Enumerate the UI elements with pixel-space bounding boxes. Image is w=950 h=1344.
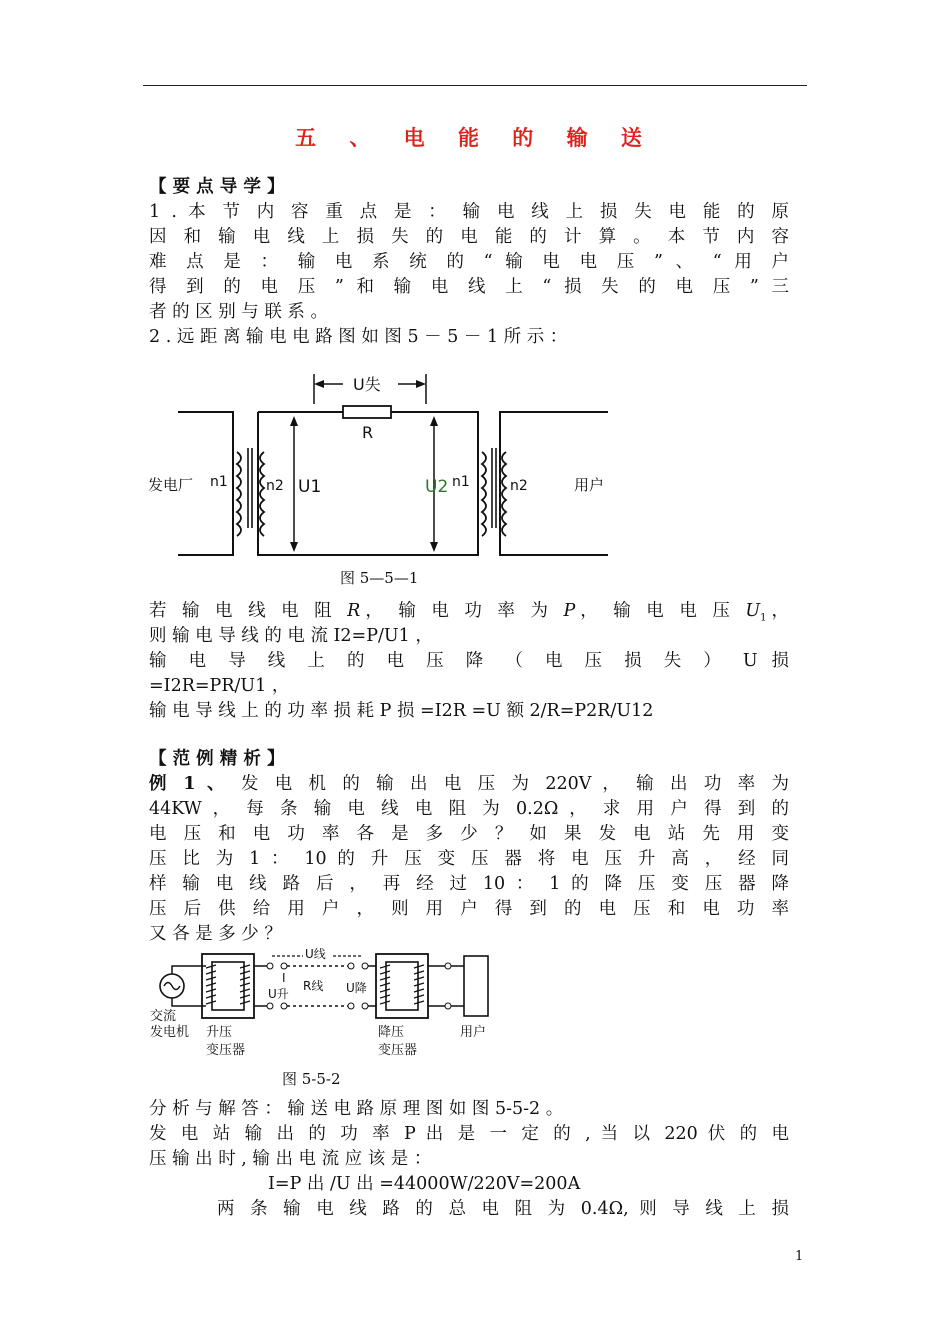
formula-text: 若 输 电 线 电 阻 bbox=[149, 601, 348, 621]
formula-text: ， 输 电 电 压 bbox=[575, 601, 746, 621]
formula-line5: 输 电 导 线 上 的 功 率 损 耗 P 损 =I2R =U 额 2/R=P2R/U12 bbox=[149, 701, 654, 721]
formula-text: ， 输 电 功 率 为 bbox=[360, 601, 564, 621]
example-text: 发 电 机 的 输 出 电 压 为 220V ， 输 出 功 率 为 bbox=[240, 774, 789, 794]
example-line3: 电 压 和 电 功 率 各 是 多 少 ？ 如 果 发 电 站 先 用 变 bbox=[149, 824, 789, 844]
para1-line5: 者 的 区 别 与 联 系 。 bbox=[149, 302, 328, 322]
symbol-u: U bbox=[745, 601, 761, 621]
generator-label: 发电机 bbox=[150, 1025, 190, 1040]
example-line4: 压 比 为 1 ： 10 的 升 压 变 压 器 将 电 压 升 高 ， 经 同 bbox=[149, 849, 789, 869]
subscript: 1 bbox=[760, 612, 767, 624]
header-rule bbox=[143, 85, 807, 86]
example-line5: 样 输 电 线 路 后 ， 再 经 过 10 ： 1 的 降 压 变 压 器 降 bbox=[149, 874, 789, 894]
formula-text: ， bbox=[766, 601, 789, 621]
formula-line3: 输 电 导 线 上 的 电 压 降 （ 电 压 损 失 ） U 损 bbox=[149, 651, 789, 671]
step-up-label-1: 升压 bbox=[206, 1025, 233, 1040]
para1-line4: 得 到 的 电 压 ” 和 输 电 线 上 “ 损 失 的 电 压 ” 三 bbox=[149, 277, 789, 297]
analysis-line4: I=P 出 /U 出 =44000W/220V=200A bbox=[268, 1174, 581, 1194]
formula-line1 bbox=[149, 600, 789, 622]
formula-line4: =I2R=PR/U1 ， bbox=[149, 676, 290, 696]
analysis-line3: 压 输 出 时 , 输 出 电 流 应 该 是 ： bbox=[149, 1149, 432, 1169]
formula-line2: 则 输 电 导 线 的 电 流 I2=P/U1 ， bbox=[149, 626, 433, 646]
figure-5-5-2 bbox=[148, 944, 498, 1094]
u2-label: U2 bbox=[425, 477, 449, 497]
analysis-line5: 两 条 输 电 线 路 的 总 电 阻 为 0.4Ω, 则 导 线 上 损 bbox=[217, 1199, 789, 1219]
step-down-label-1: 降压 bbox=[378, 1025, 405, 1040]
example-line1 bbox=[149, 773, 789, 795]
para2: 2 . 远 距 离 输 电 电 路 图 如 图 5 － 5 － 1 所 示 ： bbox=[149, 327, 568, 347]
para1-line1: 1 . 本 节 内 容 重 点 是 ： 输 电 线 上 损 失 电 能 的 原 bbox=[149, 202, 789, 222]
page-title: 五 、 电 能 的 输 送 bbox=[295, 125, 655, 150]
plant-label: 发电厂 bbox=[148, 476, 194, 494]
symbol-r: R bbox=[347, 601, 361, 621]
figure1-caption: 图 5—5—1 bbox=[340, 569, 419, 587]
ac-label: 交流 bbox=[150, 1009, 177, 1024]
example-line6: 压 后 供 给 用 户 ， 则 用 户 得 到 的 电 压 和 电 功 率 bbox=[149, 899, 789, 919]
para1-line3: 难 点 是 ： 输 电 系 统 的 “ 输 电 电 压 ” 、 “ 用 户 bbox=[149, 252, 789, 272]
u1-label: U1 bbox=[298, 477, 322, 497]
section-heading-key-points: 【 要 点 导 学 】 bbox=[149, 177, 285, 197]
u-down-label: U降 bbox=[346, 981, 367, 995]
example-line7: 又 各 是 多 少 ？ bbox=[149, 924, 282, 944]
figure2-caption: 图 5-5-2 bbox=[282, 1070, 341, 1088]
u-loss-label: U失 bbox=[353, 375, 381, 394]
example-label: 例 1 、 bbox=[149, 774, 230, 794]
para1-line2: 因 和 输 电 线 上 损 失 的 电 能 的 计 算 。 本 节 内 容 bbox=[149, 227, 789, 247]
u-line-label: U线 bbox=[305, 947, 326, 961]
section-heading-examples: 【 范 例 精 析 】 bbox=[149, 749, 285, 769]
analysis-line2: 发 电 站 输 出 的 功 率 P 出 是 一 定 的 , 当 以 220 伏 的 电 bbox=[149, 1124, 789, 1144]
n1-left-label: n1 bbox=[210, 474, 228, 490]
n2-left-label: n2 bbox=[266, 478, 284, 494]
page-number: 1 bbox=[795, 1249, 804, 1264]
u-up-label: U升 bbox=[268, 987, 289, 1001]
analysis-line1: 分 析 与 解 答 ： 输 送 电 路 原 理 图 如 图 5-5-2 。 bbox=[149, 1099, 564, 1119]
step-up-label-2: 变压器 bbox=[206, 1043, 246, 1058]
n1-right-label: n1 bbox=[452, 474, 470, 490]
example-line2: 44KW ， 每 条 输 电 线 电 阻 为 0.2Ω ， 求 用 户 得 到 的 bbox=[149, 799, 789, 819]
user-label-2: 用户 bbox=[460, 1025, 487, 1040]
user-label: 用户 bbox=[574, 476, 605, 494]
current-label: I bbox=[282, 971, 286, 985]
resistor-label: R bbox=[362, 423, 374, 442]
symbol-p: P bbox=[563, 601, 576, 621]
figure-5-5-1 bbox=[148, 368, 618, 593]
r-line-label: R线 bbox=[303, 979, 324, 993]
n2-right-label: n2 bbox=[510, 478, 528, 494]
step-down-label-2: 变压器 bbox=[378, 1043, 418, 1058]
